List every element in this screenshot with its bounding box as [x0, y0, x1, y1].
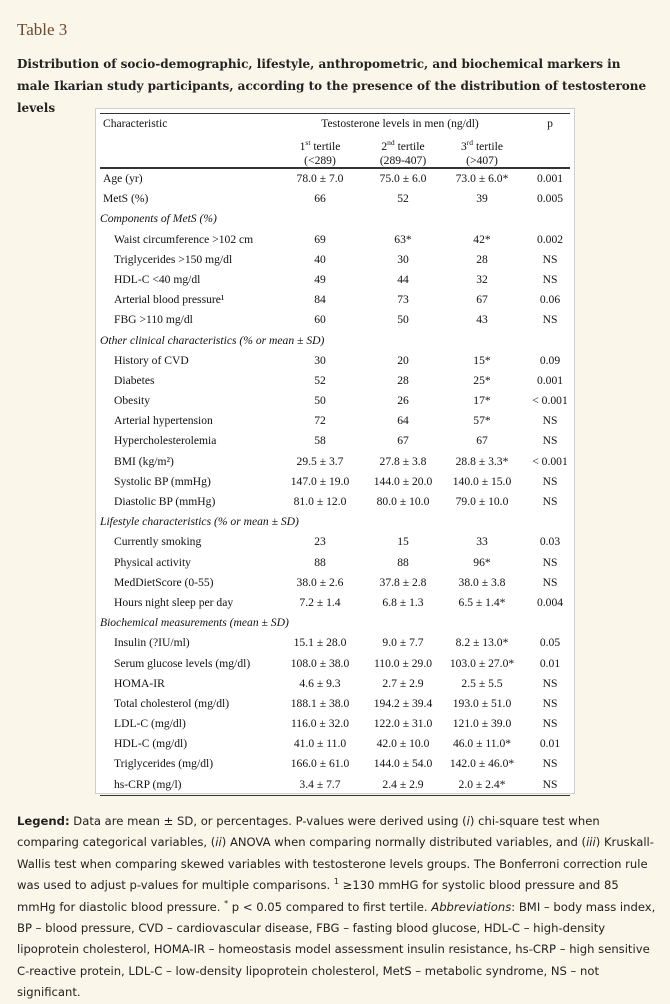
cell-tertile-2: 15: [397, 535, 409, 549]
cell-tertile-2: 194.2 ± 39.4: [373, 696, 433, 710]
section-row: [100, 512, 570, 532]
cell-tertile-3: 79.0 ± 10.0: [455, 495, 509, 508]
cell-p-value: < 0.001: [532, 394, 568, 408]
cell-tertile-1: 78.0 ± 7.0: [296, 172, 344, 185]
row-label: LDL-C (mg/dl): [114, 717, 186, 731]
cell-p-value: NS: [542, 696, 558, 710]
table-row: [100, 775, 570, 796]
table-row: [100, 754, 570, 774]
cell-tertile-3: 142.0 ± 46.0*: [449, 757, 515, 771]
cell-tertile-3: 103.0 ± 27.0*: [449, 656, 515, 670]
table-row: [100, 654, 570, 674]
cell-tertile-3: 8.2 ± 13.0*: [455, 636, 509, 650]
cell-p-value: NS: [542, 575, 558, 589]
table-row: [100, 633, 570, 653]
row-label: Insulin (?IU/ml): [114, 636, 190, 650]
cell-p-value: NS: [542, 777, 558, 791]
cell-tertile-3: 67: [476, 293, 488, 307]
table-row: [100, 714, 570, 734]
table-row: [100, 250, 570, 270]
cell-p-value: 0.09: [539, 353, 561, 367]
cell-tertile-2: 30: [397, 252, 409, 266]
table-row: [100, 351, 570, 371]
cell-tertile-1: 3.4 ± 7.7: [299, 777, 341, 791]
cell-tertile-1: 23: [314, 535, 326, 549]
cell-tertile-3: 43: [476, 313, 488, 327]
cell-p-value: 0.001: [536, 172, 564, 185]
header-tertile-2: 2nd tertile (289-407): [379, 138, 427, 167]
row-label: HDL-C <40 mg/dl: [114, 272, 201, 286]
table-row: [100, 573, 570, 593]
cell-tertile-1: 88: [314, 555, 326, 569]
cell-tertile-2: 67: [397, 434, 409, 448]
cell-p-value: 0.01: [539, 656, 561, 670]
row-label: Serum glucose levels (mg/dl): [114, 656, 251, 670]
cell-tertile-3: 39: [476, 192, 488, 206]
row-label: FBG >110 mg/dl: [114, 313, 193, 327]
header-tertile-1: 1st tertile (<289): [299, 138, 341, 167]
cell-tertile-1: 69: [314, 232, 326, 246]
table-row: [100, 593, 570, 613]
cell-tertile-1: 29.5 ± 3.7: [296, 454, 344, 468]
cell-p-value: 0.03: [539, 535, 561, 549]
cell-p-value: NS: [542, 495, 558, 508]
table-row: [100, 553, 570, 573]
cell-tertile-3: 42*: [473, 232, 491, 246]
cell-tertile-1: 60: [314, 313, 326, 327]
cell-p-value: NS: [542, 434, 558, 448]
cell-tertile-3: 2.0 ± 2.4*: [458, 777, 506, 791]
row-label: HDL-C (mg/dl): [114, 737, 188, 751]
cell-tertile-2: 110.0 ± 29.0: [373, 656, 433, 670]
cell-tertile-1: 72: [314, 414, 326, 428]
cell-p-value: NS: [542, 555, 558, 569]
cell-p-value: NS: [542, 757, 558, 771]
row-label: HOMA-IR: [114, 676, 165, 690]
cell-tertile-3: 33: [476, 535, 488, 549]
cell-tertile-1: 81.0 ± 12.0: [293, 495, 347, 508]
cell-p-value: NS: [542, 474, 558, 488]
cell-p-value: 0.004: [536, 595, 564, 609]
row-label: Arterial blood pressure¹: [114, 293, 225, 307]
cell-tertile-3: 67: [476, 434, 488, 448]
row-label: Systolic BP (mmHg): [114, 474, 211, 488]
cell-p-value: 0.06: [539, 293, 561, 307]
table-row: [100, 431, 570, 451]
cell-tertile-2: 75.0 ± 6.0: [379, 172, 427, 185]
table-row: [100, 391, 570, 411]
cell-tertile-2: 63*: [394, 232, 412, 246]
cell-p-value: 0.01: [539, 737, 561, 751]
table-row: [100, 290, 570, 310]
table-row: [100, 371, 570, 391]
row-label: Diastolic BP (mmHg): [114, 495, 216, 508]
cell-tertile-3: 193.0 ± 51.0: [452, 696, 512, 710]
cell-tertile-3: 15*: [473, 353, 491, 367]
cell-tertile-1: 50: [314, 394, 326, 408]
cell-p-value: 0.05: [539, 636, 561, 650]
table-caption: Distribution of socio-demographic, lifestyle, anthropometric, and biochemical markers in male Ikarian study participants, according to the presence of the distribution of testosterone levels: [17, 57, 647, 115]
cell-tertile-1: 84: [314, 293, 326, 307]
cell-tertile-3: 96*: [473, 555, 491, 569]
cell-tertile-2: 50: [397, 313, 409, 327]
table-header: [100, 113, 570, 168]
cell-tertile-1: 15.1 ± 28.0: [293, 636, 347, 650]
cell-tertile-1: 147.0 ± 19.0: [290, 474, 350, 488]
table-row: [100, 310, 570, 330]
cell-tertile-1: 66: [314, 192, 326, 206]
cell-p-value: 0.002: [536, 232, 564, 246]
table-row: [100, 734, 570, 754]
cell-tertile-3: 140.0 ± 15.0: [452, 474, 512, 488]
cell-tertile-2: 2.7 ± 2.9: [382, 676, 424, 690]
row-label: BMI (kg/m²): [114, 454, 174, 468]
cell-tertile-3: 32: [476, 272, 488, 286]
row-label: Triglycerides (mg/dl): [114, 757, 214, 771]
cell-p-value: < 0.001: [532, 454, 568, 468]
table-row: [100, 168, 570, 189]
cell-tertile-1: 49: [314, 272, 326, 286]
row-label: hs-CRP (mg/l): [114, 777, 182, 791]
cell-tertile-2: 52: [397, 192, 409, 206]
cell-tertile-1: 30: [314, 353, 326, 367]
table-label: Table 3: [17, 20, 68, 39]
row-label: Biochemical measurements (mean ± SD): [100, 616, 289, 630]
cell-tertile-3: 73.0 ± 6.0*: [455, 172, 509, 185]
table-row: [100, 492, 570, 512]
cell-tertile-3: 28.8 ± 3.3*: [455, 454, 509, 468]
table-row: [100, 411, 570, 431]
cell-tertile-3: 2.5 ± 5.5: [461, 676, 503, 690]
cell-tertile-3: 17*: [473, 394, 491, 408]
row-label: Obesity: [114, 394, 151, 408]
cell-tertile-1: 40: [314, 252, 326, 266]
cell-tertile-3: 6.5 ± 1.4*: [458, 595, 506, 609]
cell-tertile-2: 44: [397, 272, 409, 286]
table-legend: Legend: Data are mean ± SD, or percentages. P-values were derived using (i) chi-square test when comparing categorical variables, (ii) ANOVA when comparing normally distributed variables, and (iii) Kruskall-Wallis test when comparing skewed variables with testosterone levels groups. The Bonferroni correction rule was used to adjust p-values for multiple comparisons. $^1$ ≥130 mmHG for systolic blood pressure and 85 mmHg for diastolic blood pressure. * p < 0.05 compared to first tertile. Abbreviations: BMI – body mass index, BP – blood pressure, CVD – cardiovascular disease, FBG – fasting blood glucose, HDL-C – high-density lipoprotein cholesterol, HOMA-IR – homeostasis model assessment insulin resistance, hs-CRP – high sensitive C-reactive protein, LDL-C – low-density lipoprotein cholesterol, MetS – metabolic syndrome, NS – not significant.: [17, 814, 656, 1000]
cell-tertile-2: 144.0 ± 20.0: [373, 474, 433, 488]
cell-tertile-3: 46.0 ± 11.0*: [452, 737, 512, 751]
row-label: Waist circumference >102 cm: [114, 232, 254, 246]
cell-tertile-2: 27.8 ± 3.8: [379, 454, 427, 468]
header-p: p: [547, 117, 553, 130]
cell-tertile-2: 73: [397, 293, 409, 307]
row-label: Total cholesterol (mg/dl): [114, 696, 230, 710]
table-row: [100, 532, 570, 552]
cell-tertile-3: 57*: [473, 414, 491, 428]
row-label: Age (yr): [103, 172, 143, 185]
table-body: [100, 168, 570, 796]
table-row: [100, 270, 570, 290]
row-label: Hypercholesterolemia: [114, 434, 217, 448]
section-row: [100, 613, 570, 633]
row-label: Lifestyle characteristics (% or mean ± SD): [100, 515, 299, 529]
cell-tertile-2: 28: [397, 373, 409, 387]
cell-p-value: NS: [542, 313, 558, 327]
table-row: [100, 674, 570, 694]
cell-tertile-1: 108.0 ± 38.0: [290, 656, 350, 670]
cell-tertile-1: 7.2 ± 1.4: [299, 595, 341, 609]
table-row: [100, 230, 570, 250]
cell-tertile-3: 25*: [473, 373, 491, 387]
cell-tertile-1: 116.0 ± 32.0: [290, 717, 350, 731]
cell-tertile-2: 80.0 ± 10.0: [376, 495, 430, 508]
cell-tertile-1: 52: [314, 373, 326, 387]
cell-tertile-2: 122.0 ± 31.0: [373, 717, 433, 731]
row-label: Components of MetS (%): [100, 212, 217, 226]
cell-tertile-1: 4.6 ± 9.3: [299, 676, 341, 690]
header-characteristic: Characteristic: [103, 117, 168, 130]
cell-tertile-1: 38.0 ± 2.6: [296, 575, 344, 589]
table-row: [100, 472, 570, 492]
section-row: [100, 209, 570, 229]
cell-p-value: NS: [542, 252, 558, 266]
cell-tertile-2: 9.0 ± 7.7: [382, 636, 424, 650]
cell-p-value: 0.005: [536, 192, 564, 206]
cell-tertile-1: 188.1 ± 38.0: [290, 696, 350, 710]
cell-tertile-1: 166.0 ± 61.0: [290, 757, 350, 771]
row-label: Other clinical characteristics (% or mean ± SD): [100, 333, 325, 347]
table-row: [100, 452, 570, 472]
row-label: Physical activity: [114, 555, 191, 569]
cell-tertile-2: 20: [397, 353, 409, 367]
header-testosterone: Testosterone levels in men (ng/dl): [321, 117, 479, 130]
table-row: [100, 189, 570, 209]
cell-tertile-2: 88: [397, 555, 409, 569]
row-label: Hours night sleep per day: [114, 595, 234, 609]
cell-p-value: NS: [542, 414, 558, 428]
row-label: Diabetes: [114, 373, 155, 387]
cell-tertile-2: 144.0 ± 54.0: [373, 757, 433, 771]
cell-p-value: NS: [542, 676, 558, 690]
cell-p-value: NS: [542, 272, 558, 286]
cell-tertile-3: 121.0 ± 39.0: [452, 717, 512, 731]
cell-tertile-2: 42.0 ± 10.0: [376, 737, 430, 751]
cell-tertile-1: 58: [314, 434, 326, 448]
cell-tertile-3: 28: [476, 252, 488, 266]
row-label: Currently smoking: [114, 535, 202, 549]
header-tertile-3: 3rd tertile (>407): [461, 138, 503, 167]
cell-tertile-2: 2.4 ± 2.9: [382, 777, 424, 791]
cell-tertile-1: 41.0 ± 11.0: [293, 737, 347, 751]
cell-tertile-2: 37.8 ± 2.8: [379, 575, 427, 589]
row-label: MetS (%): [103, 192, 149, 206]
data-table: [100, 113, 570, 796]
cell-tertile-3: 38.0 ± 3.8: [458, 575, 506, 589]
row-label: MedDietScore (0-55): [114, 575, 214, 589]
row-label: History of CVD: [114, 353, 189, 367]
row-label: Arterial hypertension: [114, 414, 213, 428]
cell-tertile-2: 6.8 ± 1.3: [382, 595, 424, 609]
cell-tertile-2: 64: [397, 414, 409, 428]
row-label: Triglycerides >150 mg/dl: [114, 252, 233, 266]
cell-p-value: 0.001: [536, 373, 564, 387]
cell-tertile-2: 26: [397, 394, 409, 408]
table-row: [100, 694, 570, 714]
section-row: [100, 331, 570, 351]
cell-p-value: NS: [542, 717, 558, 731]
